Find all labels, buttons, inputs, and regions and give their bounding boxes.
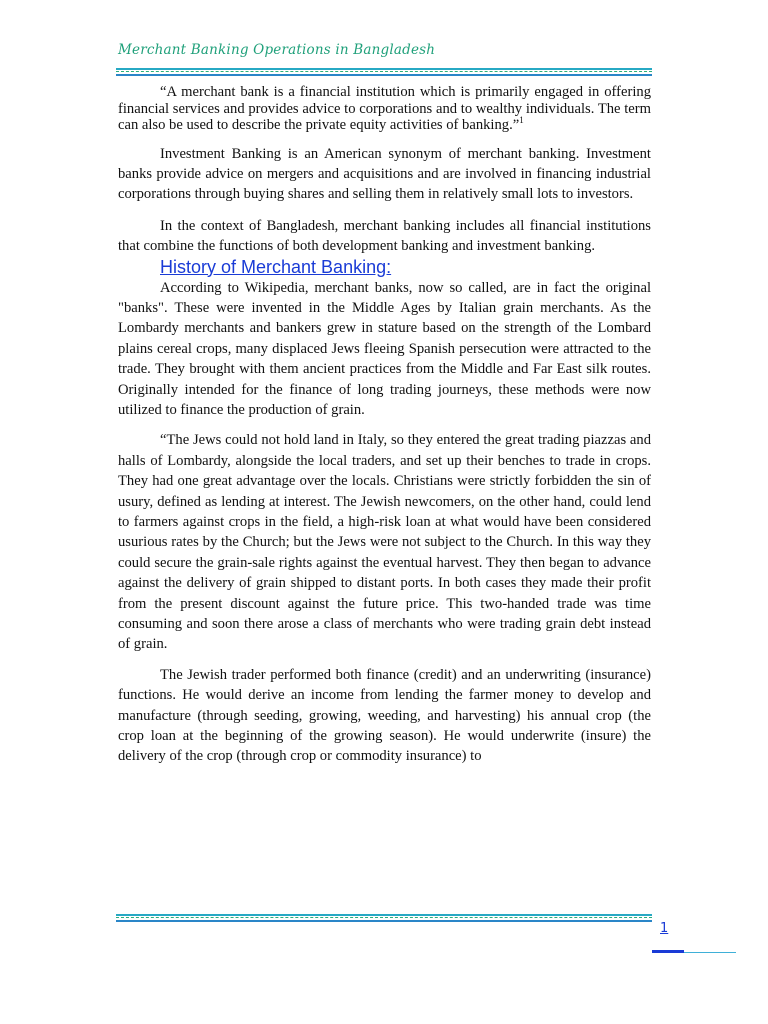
footer-rule	[116, 914, 652, 922]
history-paragraph-3: The Jewish trader performed both finance (credit) and an underwriting (insurance) functions. He would derive an income from lending the farmer money to develop and manufacture (through seeding, growing, weeding, and harvesting) his annual crop (the crop loan at the beginning of the growing season). He would underwrite (insure) the delivery of the crop (through crop or commodity insurance) to	[118, 666, 651, 765]
page-number-underline	[684, 952, 736, 953]
page-number: 1	[660, 921, 669, 936]
running-header-title: Merchant Banking Operations in Bangladesh	[118, 42, 436, 58]
definition-quote-paragraph	[118, 84, 651, 134]
page-number-bar	[652, 950, 684, 953]
history-paragraph-2: “The Jews could not hold land in Italy, so they entered the great trading piazzas and halls of Lombardy, alongside the local traders, and set up their benches to trade in crops. They had one great advantage over the locals. Christians were strictly forbidden the sin of usury, defined as lending at interest. The Jewish newcomers, on the other hand, could lend to farmers against crops in the field, a high-risk loan at what would have been considered usurious rates by the Church; but the Jews were not subject to the Church. In this way they could secure the grain-sale rights against the eventual harvest. They then began to advance against the delivery of grain shipped to distant ports. In both cases they made their profit from the present discount against the future price. This two-handed trade was time consuming and soon there arose a class of merchants who were trading grain debt instead of grain.	[118, 432, 651, 653]
bangladesh-context-paragraph: In the context of Bangladesh, merchant banking includes all financial institutions that combine the functions of both development banking and investment banking.	[118, 217, 651, 255]
history-section-heading: History of Merchant Banking:	[160, 256, 392, 277]
page-content	[118, 84, 651, 767]
history-paragraph-1: According to Wikipedia, merchant banks, now so called, are in fact the original "banks". These were invented in the Middle Ages by Italian grain merchants. As the Lombardy merchants and bankers grew in stature based on the strength of the Lombard plains cereal crops, many displaced Jews fleeing Spanish persecution were attracted to the trade. They brought with them ancient practices from the Middle and Far East silk routes. Originally intended for the finance of long trading journeys, these methods were now utilized to finance the production of grain.	[118, 279, 651, 418]
header-rule	[116, 68, 652, 76]
definition-quote-text: “A merchant bank is a financial institution which is primarily engaged in offering financial services and provides advice to corporations and to wealthy individuals. The term can also be used to describe the private equity activities of banking.”	[118, 84, 651, 133]
investment-banking-paragraph: Investment Banking is an American synonym of merchant banking. Investment banks provide advice on mergers and acquisitions and are involved in financing industrial corporations through buying shares and selling them in relatively small lots to investors.	[118, 145, 651, 203]
footnote-marker[interactable]: 1	[519, 115, 524, 126]
